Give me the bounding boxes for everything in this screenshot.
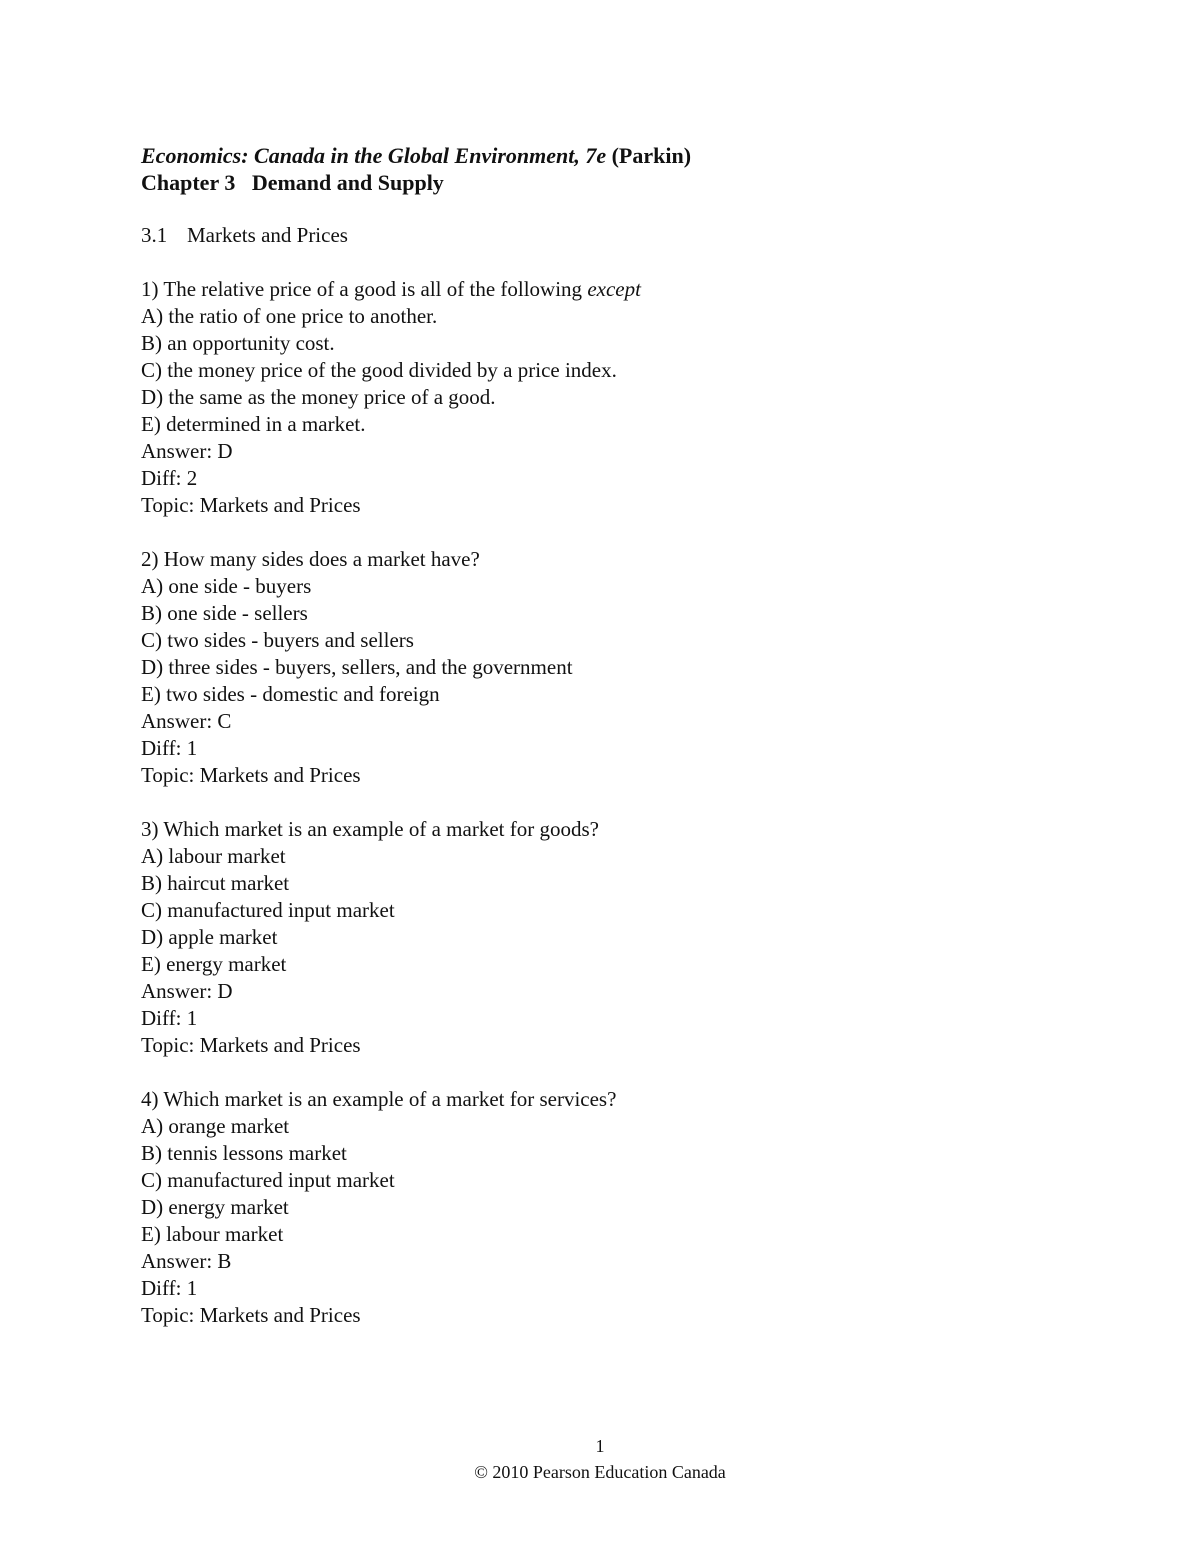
option-c: C) the money price of the good divided by a price index. bbox=[141, 358, 617, 382]
option-c: C) manufactured input market bbox=[141, 1168, 395, 1192]
difficulty: Diff: 1 bbox=[141, 1276, 198, 1300]
answer: Answer: D bbox=[141, 979, 233, 1003]
question-stem: 4) Which market is an example of a market for services? bbox=[141, 1087, 617, 1111]
option-e: E) two sides - domestic and foreign bbox=[141, 682, 440, 706]
answer: Answer: D bbox=[141, 439, 233, 463]
question-stem: 2) How many sides does a market have? bbox=[141, 547, 480, 571]
answer: Answer: B bbox=[141, 1249, 232, 1273]
topic: Topic: Markets and Prices bbox=[141, 1033, 361, 1057]
option-a: A) the ratio of one price to another. bbox=[141, 304, 438, 328]
option-d: D) three sides - buyers, sellers, and the government bbox=[141, 655, 573, 679]
option-e: E) determined in a market. bbox=[141, 412, 366, 436]
chapter-heading bbox=[141, 169, 1061, 196]
section-number: 3.1 bbox=[141, 223, 168, 247]
option-b: B) tennis lessons market bbox=[141, 1141, 347, 1165]
question-stem bbox=[141, 276, 1061, 303]
book-title-line bbox=[141, 142, 1061, 169]
copyright-notice: © 2010 Pearson Education Canada bbox=[474, 1462, 726, 1482]
question-2 bbox=[141, 546, 1061, 789]
question-4 bbox=[141, 1086, 1061, 1329]
page-content bbox=[141, 142, 1061, 1329]
topic: Topic: Markets and Prices bbox=[141, 493, 361, 517]
option-b: B) haircut market bbox=[141, 871, 290, 895]
topic: Topic: Markets and Prices bbox=[141, 1303, 361, 1327]
question-stem: 3) Which market is an example of a market for goods? bbox=[141, 817, 599, 841]
option-a: A) labour market bbox=[141, 844, 286, 868]
section-title: Markets and Prices bbox=[187, 223, 348, 247]
option-a: A) orange market bbox=[141, 1114, 290, 1138]
option-c: C) manufactured input market bbox=[141, 898, 395, 922]
chapter-title: Demand and Supply bbox=[251, 170, 444, 195]
difficulty: Diff: 2 bbox=[141, 466, 198, 490]
option-a: A) one side - buyers bbox=[141, 574, 312, 598]
option-c: C) two sides - buyers and sellers bbox=[141, 628, 414, 652]
option-b: B) an opportunity cost. bbox=[141, 331, 335, 355]
section-heading bbox=[141, 222, 1061, 249]
topic: Topic: Markets and Prices bbox=[141, 763, 361, 787]
option-d: D) the same as the money price of a good. bbox=[141, 385, 496, 409]
option-b: B) one side - sellers bbox=[141, 601, 308, 625]
chapter-label: Chapter 3 bbox=[141, 170, 236, 195]
book-author: (Parkin) bbox=[611, 143, 692, 168]
page-number: 1 bbox=[595, 1436, 605, 1456]
difficulty: Diff: 1 bbox=[141, 1006, 198, 1030]
option-e: E) energy market bbox=[141, 952, 287, 976]
answer: Answer: C bbox=[141, 709, 232, 733]
stem-text: 1) The relative price of a good is all of the following bbox=[141, 277, 583, 301]
book-title: Economics: Canada in the Global Environment, 7e bbox=[141, 143, 607, 168]
question-3 bbox=[141, 816, 1061, 1059]
question-1 bbox=[141, 276, 1061, 519]
option-e: E) labour market bbox=[141, 1222, 284, 1246]
option-d: D) energy market bbox=[141, 1195, 289, 1219]
option-d: D) apple market bbox=[141, 925, 278, 949]
stem-emphasis: except bbox=[587, 277, 641, 301]
difficulty: Diff: 1 bbox=[141, 736, 198, 760]
